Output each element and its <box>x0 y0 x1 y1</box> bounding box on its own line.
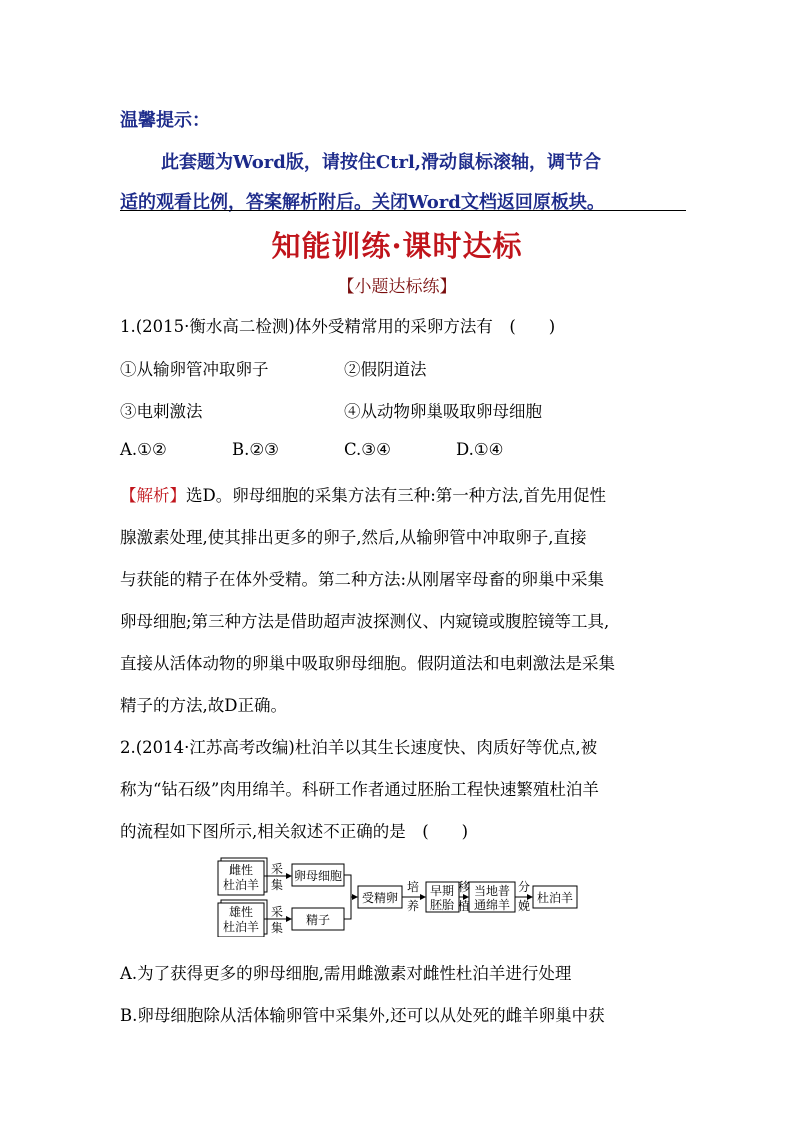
birth-label-b: 娩 <box>517 899 531 913</box>
embryo-label-a: 早期 <box>429 884 455 898</box>
q1-choice-c: C.③④ <box>344 440 391 459</box>
sperm-label: 精子 <box>305 913 331 927</box>
q1-choice-a: A.①② <box>120 440 167 459</box>
embryo-engineering-flow-diagram <box>215 855 585 937</box>
collect-label-2b: 集 <box>270 921 284 935</box>
q1-option-1: ①从输卵管冲取卵子 <box>120 360 269 379</box>
male-label-2: 杜泊羊 <box>222 920 260 934</box>
q2-option-a: A.为了获得更多的卵母细胞,需用雌激素对雌性杜泊羊进行处理 <box>120 964 572 983</box>
q1-option-2: ②假阴道法 <box>344 360 427 379</box>
culture-label-a: 培 <box>406 880 420 894</box>
tip-line-2: 适的观看比例，答案解析附后。关闭Word文档返回原板块。 <box>120 192 605 213</box>
offspring-label: 杜泊羊 <box>536 891 574 905</box>
q1-analysis-line-2: 腺激素处理,使其排出更多的卵子,然后,从输卵管中冲取卵子,直接 <box>120 528 587 547</box>
q1-choice-b: B.②③ <box>232 440 279 459</box>
q2-stem-line-1: 2.(2014·江苏高考改编)杜泊羊以其生长速度快、肉质好等优点,被 <box>120 738 598 757</box>
collect-label-2a: 采 <box>270 905 284 919</box>
collect-label-1a: 采 <box>270 862 284 876</box>
analysis-text: 选D。卵母细胞的采集方法有三种:第一种方法,首先用促性 <box>186 486 607 505</box>
q2-option-b: B.卵母细胞除从活体输卵管中采集外,还可以从处死的雌羊卵巢中获 <box>120 1006 605 1025</box>
birth-label-a: 分 <box>517 880 531 894</box>
q1-option-4: ④从动物卵巢吸取卵母细胞 <box>344 402 542 421</box>
oocyte-label: 卵母细胞 <box>293 869 343 883</box>
q1-analysis-line-6: 精子的方法,故D正确。 <box>120 696 287 715</box>
zygote-label: 受精卵 <box>361 891 399 905</box>
embryo-label-b: 胚胎 <box>429 898 455 912</box>
collect-label-1b: 集 <box>270 878 284 892</box>
transfer-label-a: 移 <box>457 880 471 894</box>
q1-analysis-line-4: 卵母细胞;第三种方法是借助超声波探测仪、内窥镜或腹腔镜等工具, <box>120 612 610 631</box>
tip-underline <box>120 210 686 211</box>
female-label-2: 杜泊羊 <box>222 878 260 892</box>
tip-title: 温馨提示： <box>120 110 210 131</box>
q1-analysis-line-5: 直接从活体动物的卵巢中吸取卵母细胞。假阴道法和电刺激法是采集 <box>120 654 615 673</box>
recipient-label-a: 当地普 <box>473 884 511 898</box>
recipient-label-b: 通绵羊 <box>473 898 511 912</box>
section-heading: 【小题达标练】 <box>337 277 457 297</box>
q1-stem: 1.(2015·衡水高二检测)体外受精常用的采卵方法有 ( ) <box>120 317 556 336</box>
q2-stem-line-2: 称为“钻石级”肉用绵羊。科研工作者通过胚胎工程快速繁殖杜泊羊 <box>120 780 599 799</box>
culture-label-b: 养 <box>406 899 420 913</box>
q1-analysis-line-1 <box>120 482 606 506</box>
q1-option-3: ③电刺激法 <box>120 402 203 421</box>
q1-analysis-line-3: 与获能的精子在体外受精。第二种方法:从刚屠宰母畜的卵巢中采集 <box>120 570 605 589</box>
male-label-1: 雄性 <box>228 905 254 919</box>
tip-line-1: 此套题为Word版，请按住Ctrl,滑动鼠标滚轴，调节合 <box>161 152 602 173</box>
page-title: 知能训练·课时达标 <box>271 229 523 263</box>
q2-stem-line-3: 的流程如下图所示,相关叙述不正确的是 ( ) <box>120 822 469 841</box>
female-label-1: 雌性 <box>228 863 254 877</box>
transfer-label-b: 植 <box>457 899 471 913</box>
q1-choice-d: D.①④ <box>456 440 504 459</box>
analysis-label: 【解析】 <box>120 486 186 505</box>
